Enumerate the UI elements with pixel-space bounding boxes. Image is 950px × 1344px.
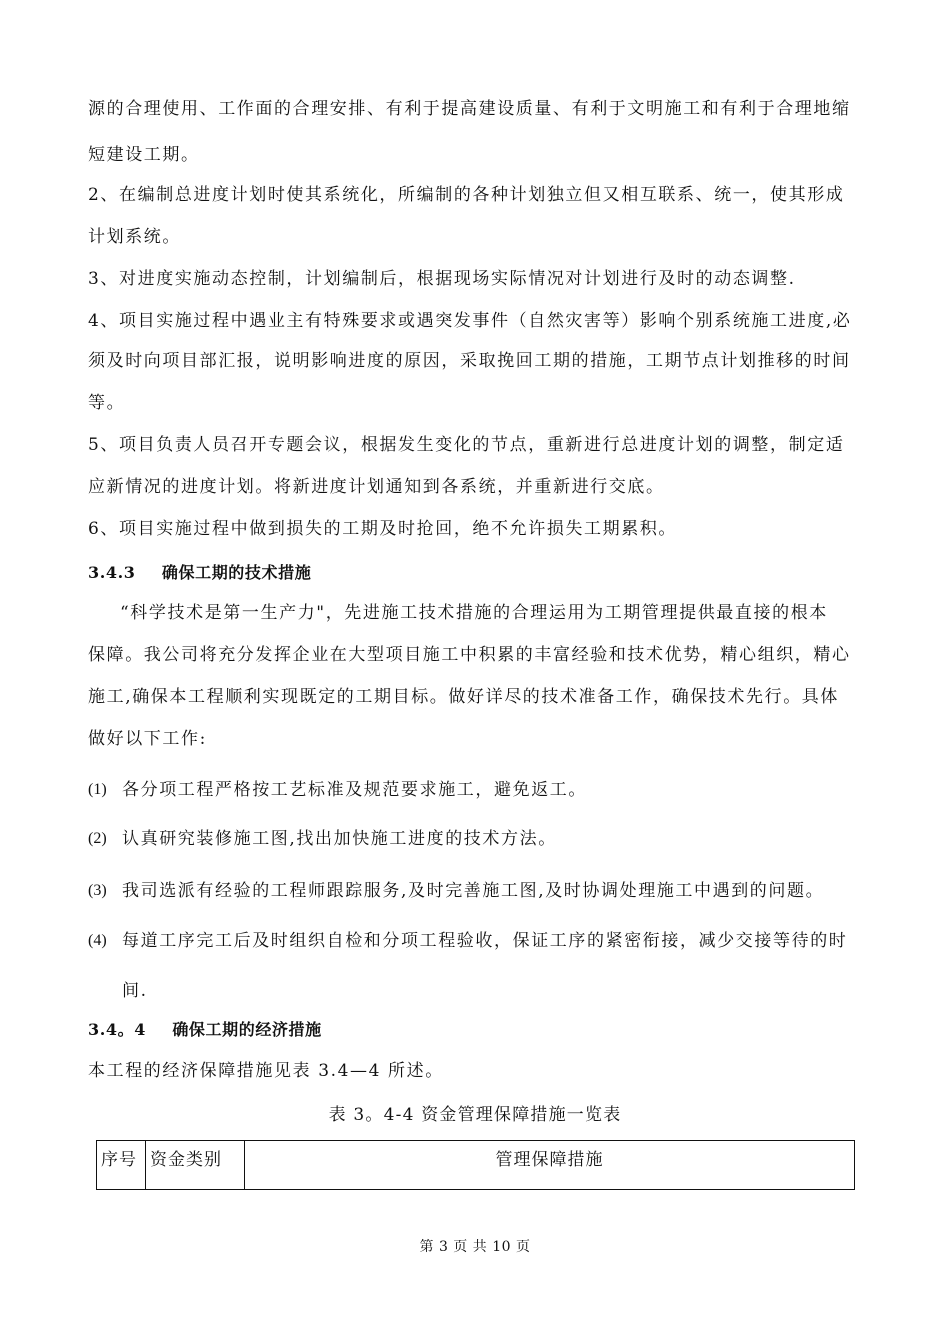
paragraph-line: 保障。我公司将充分发挥企业在大型项目施工中积累的丰富经验和技术优势，精心组织，精心: [88, 645, 851, 665]
list-number: (1): [88, 781, 107, 798]
fund-management-table: [96, 1140, 855, 1190]
list-number: (2): [88, 830, 107, 847]
list-item-line: 计划系统。: [88, 227, 181, 247]
list-item-text: 各分项工程严格按工艺标准及规范要求施工，避免返工。: [122, 780, 587, 800]
list-item-text: 每道工序完工后及时组织自检和分项工程验收，保证工序的紧密衔接，减少交接等待的时: [122, 931, 848, 951]
paragraph-line: 短建设工期。: [88, 145, 200, 165]
list-item-line: 等。: [88, 393, 126, 413]
list-number: (4): [88, 932, 107, 949]
section-number: 3.4。4: [88, 1020, 146, 1039]
list-item-line: 5、项目负责人员召开专题会议，根据发生变化的节点，重新进行总进度计划的调整，制定适: [88, 435, 845, 455]
section-heading-343: [88, 561, 311, 585]
list-number: (3): [88, 882, 107, 899]
list-item-line: 应新情况的进度计划。将新进度计划通知到各系统，并重新进行交底。: [88, 477, 665, 497]
list-item-line: 须及时向项目部汇报，说明影响进度的原因，采取挽回工期的措施，工期节点计划推移的时间: [88, 351, 851, 371]
list-item-line: 3、对进度实施动态控制，计划编制后，根据现场实际情况对计划进行及时的动态调整.: [88, 269, 796, 289]
table-header-cell: 序号: [97, 1141, 146, 1190]
list-item-line: 2、在编制总进度计划时使其系统化，所编制的各种计划独立但又相互联系、统一，使其形成: [88, 185, 845, 205]
paragraph-line: 本工程的经济保障措施见表 3.4—4 所述。: [88, 1061, 444, 1081]
table-header-row: [97, 1141, 855, 1190]
paragraph-line: 施工,确保本工程顺利实现既定的工期目标。做好详尽的技术准备工作，确保技术先行。具体: [88, 687, 840, 707]
table-caption: 表 3。4-4 资金管理保障措施一览表: [328, 1105, 622, 1125]
table-header-cell: 管理保障措施: [245, 1141, 855, 1190]
paragraph-line: 做好以下工作:: [88, 729, 207, 749]
list-item-line: 6、项目实施过程中做到损失的工期及时抢回，绝不允许损失工期累积。: [88, 519, 678, 539]
table-header-cell: 资金类别: [146, 1141, 245, 1190]
paragraph-line: 源的合理使用、工作面的合理安排、有利于提高建设质量、有利于文明施工和有利于合理地缩: [88, 99, 851, 119]
page-footer: 第 3 页 共 10 页: [419, 1239, 531, 1255]
section-heading-344: [88, 1018, 322, 1042]
list-item-text: 间.: [122, 981, 148, 1001]
section-number: 3.4.3: [88, 563, 136, 582]
section-title: 确保工期的技术措施: [161, 563, 312, 582]
paragraph-line: “科学技术是第一生产力"，先进施工技术措施的合理运用为工期管理提供最直接的根本: [120, 603, 828, 623]
list-item-text: 认真研究装修施工图,找出加快施工进度的技术方法。: [122, 829, 557, 849]
section-title: 确保工期的经济措施: [172, 1020, 322, 1039]
list-item-line: 4、项目实施过程中遇业主有特殊要求或遇突发事件（自然灾害等）影响个别系统施工进度,必: [88, 311, 852, 331]
list-item-text: 我司选派有经验的工程师跟踪服务,及时完善施工图,及时协调处理施工中遇到的问题。: [122, 881, 825, 901]
